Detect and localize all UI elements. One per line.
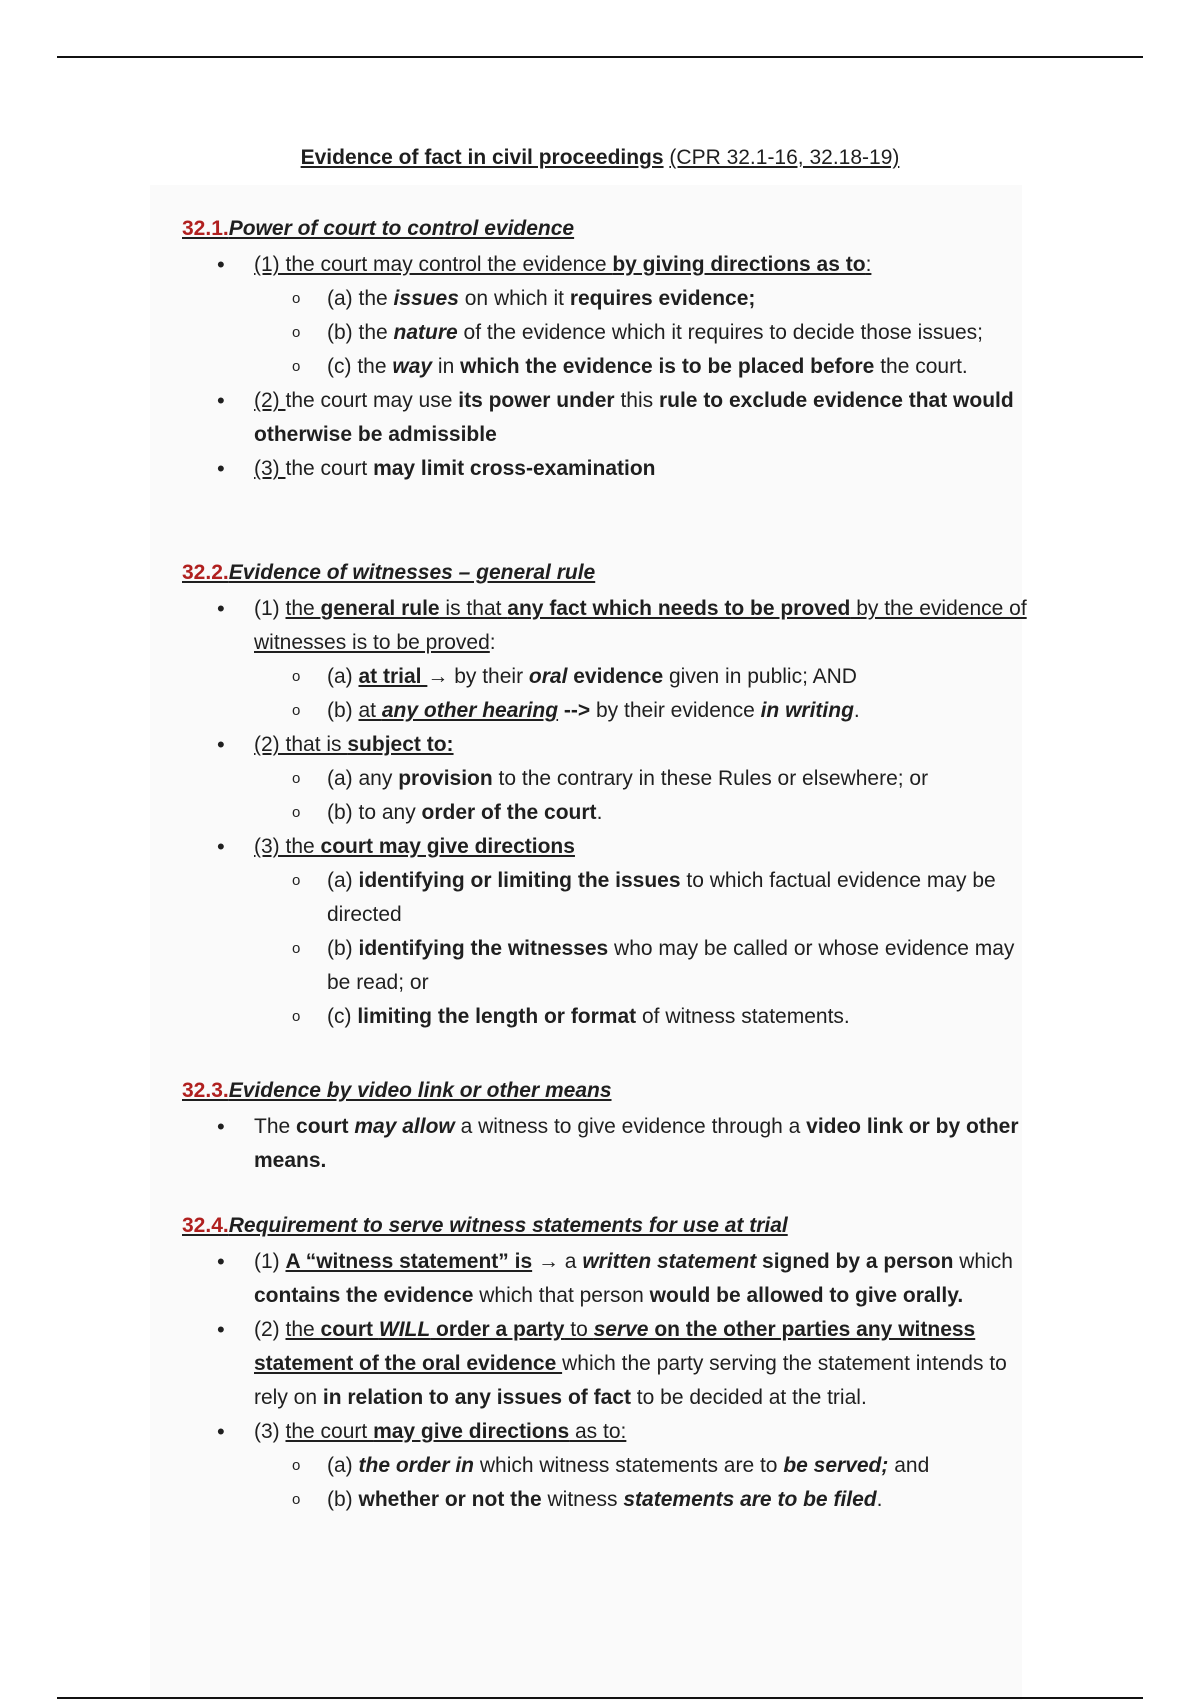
- document-title: [0, 146, 1200, 170]
- sub-bullet-a: o (a) the order in which witness statements are to be served; and: [182, 1449, 1032, 1483]
- bullet-2: • (2) that is subject to:: [182, 728, 1032, 762]
- bullet-1: • The court may allow a witness to give evidence through a video link or by other means.: [182, 1110, 1032, 1178]
- sub-bullet-b: o (b) whether or not the witness statements are to be filed.: [182, 1483, 1032, 1517]
- bullet-1: • (1) the court may control the evidence by giving directions as to:: [182, 248, 1032, 282]
- header-rule: [57, 56, 1143, 58]
- bullet-1: • (1) the general rule is that any fact which needs to be proved by the evidence of witnesses is to be proved:: [182, 592, 1032, 660]
- sub-bullet-a: o (a) identifying or limiting the issues to which factual evidence may be directed: [182, 864, 1032, 932]
- section-heading: 32.2.Evidence of witnesses – general rule: [182, 561, 596, 584]
- section-heading: 32.3.Evidence by video link or other means: [182, 1079, 612, 1102]
- sub-bullet-b: o (b) to any order of the court.: [182, 796, 1032, 830]
- section-32-1: [182, 215, 1032, 486]
- sub-bullet-a: o (a) the issues on which it requires evidence;: [182, 282, 1032, 316]
- section-heading: 32.1.Power of court to control evidence: [182, 217, 575, 240]
- bullet-3: • (3) the court may give directions: [182, 830, 1032, 864]
- bullet-2: • (2) the court may use its power under this rule to exclude evidence that would otherwise be admissible: [182, 384, 1032, 452]
- section-heading: 32.4.Requirement to serve witness statements for use at trial: [182, 1214, 788, 1237]
- sub-bullet-a: o (a) at trial → by their oral evidence given in public; AND: [182, 660, 1032, 694]
- sub-bullet-b: o (b) identifying the witnesses who may be called or whose evidence may be read; or: [182, 932, 1032, 1000]
- title-main: Evidence of fact in civil proceedings: [300, 146, 664, 169]
- section-32-4: [182, 1212, 1032, 1517]
- bullet-2: • (2) the court WILL order a party to serve on the other parties any witness statement of the oral evidence which the party serving the statement intends to rely on in relation to any issues of fact to be decided at the trial.: [182, 1313, 1032, 1415]
- sub-bullet-c: o (c) limiting the length or format of witness statements.: [182, 1000, 1032, 1034]
- bullet-1: • (1) A “witness statement” is → a written statement signed by a person which contains the evidence which that person would be allowed to give orally.: [182, 1245, 1032, 1313]
- footer-rule: [57, 1697, 1143, 1699]
- section-32-2: [182, 559, 1032, 1034]
- section-32-3: [182, 1077, 1032, 1178]
- sub-bullet-c: o (c) the way in which the evidence is to be placed before the court.: [182, 350, 1032, 384]
- sub-bullet-b: o (b) the nature of the evidence which it requires to decide those issues;: [182, 316, 1032, 350]
- sub-bullet-a: o (a) any provision to the contrary in these Rules or elsewhere; or: [182, 762, 1032, 796]
- bullet-3: • (3) the court may limit cross-examination: [182, 452, 1032, 486]
- sub-bullet-b: o (b) at any other hearing --> by their evidence in writing.: [182, 694, 1032, 728]
- title-reference: (CPR 32.1-16, 32.18-19): [669, 146, 900, 169]
- bullet-3: • (3) the court may give directions as to:: [182, 1415, 1032, 1449]
